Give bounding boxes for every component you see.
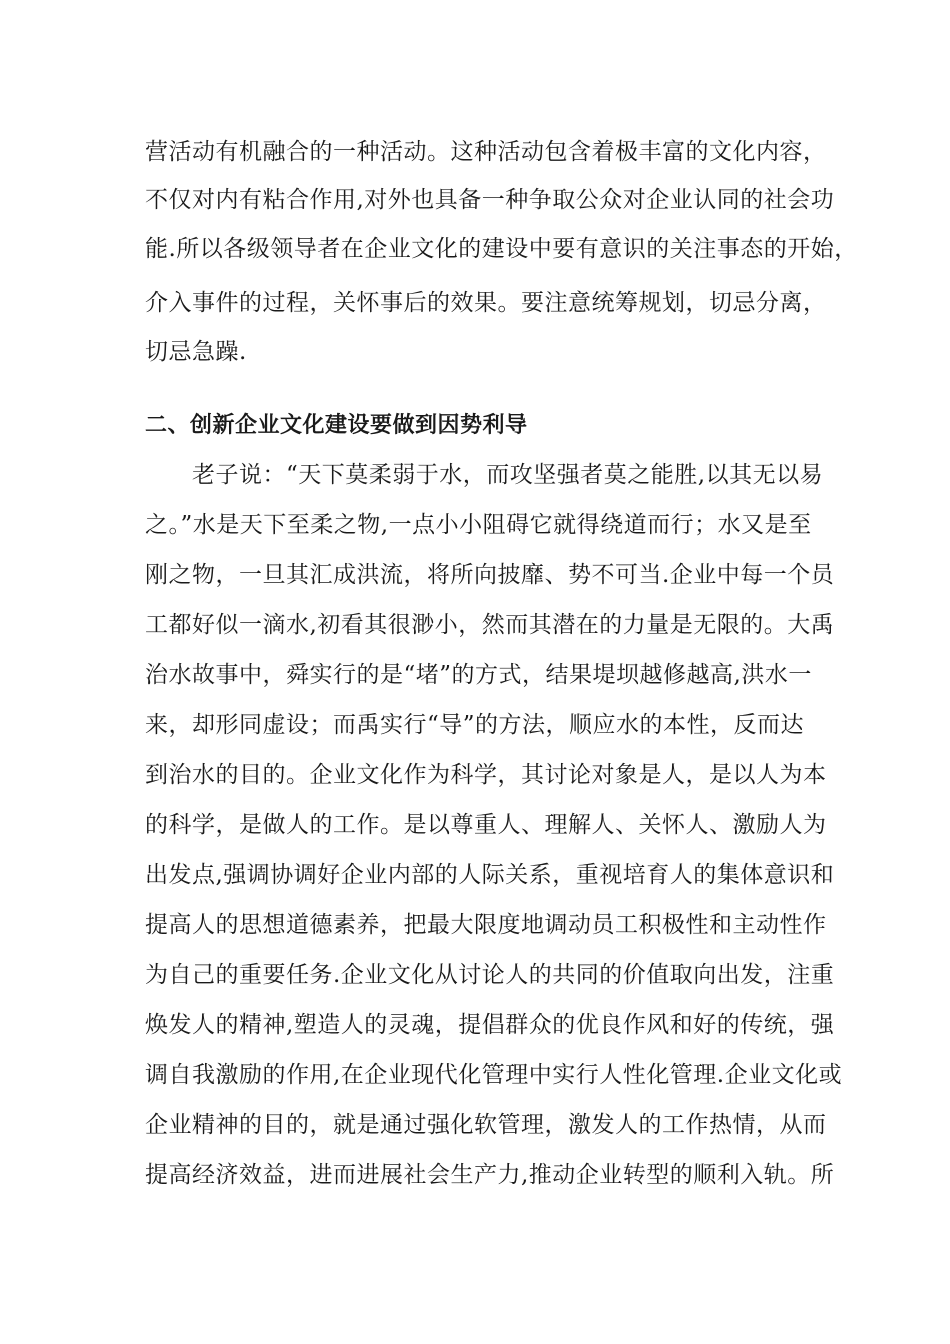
paragraph-1-line-4: 介入事件的过程，关怀事后的效果。要注意统筹规划，切忌分离， — [145, 290, 827, 316]
paragraph-2-line-1: 老子说：“天下莫柔弱于水，而攻坚强者莫之能胜,以其无以易 — [192, 462, 824, 488]
section-heading: 二、创新企业文化建设要做到因势利导 — [145, 413, 528, 438]
paragraph-2-line-14: 企业精神的目的，就是通过强化软管理，激发人的工作热情，从而 — [145, 1112, 827, 1138]
paragraph-1-line-1: 营活动有机融合的一种活动。这种活动包含着极丰富的文化内容， — [145, 139, 827, 165]
paragraph-1-line-5: 切忌急躁. — [145, 339, 247, 365]
paragraph-1-line-3: 能.所以各级领导者在企业文化的建设中要有意识的关注事态的开始， — [145, 236, 858, 262]
paragraph-2-line-10: 提高人的思想道德素养，把最大限度地调动员工积极性和主动性作 — [145, 912, 827, 938]
paragraph-1-line-2: 不仅对内有粘合作用,对外也具备一种争取公众对企业认同的社会功 — [145, 187, 835, 213]
paragraph-2-line-5: 治水故事中，舜实行的是“堵”的方式，结果堤坝越修越高,洪水一 — [145, 662, 812, 688]
paragraph-2-line-11: 为自己的重要任务.企业文化从讨论人的共同的价值取向出发，注重 — [145, 962, 835, 988]
paragraph-2-line-12: 焕发人的精神,塑造人的灵魂，提倡群众的优良作风和好的传统，强 — [145, 1012, 835, 1038]
paragraph-2-line-9: 出发点,强调协调好企业内部的人际关系，重视培育人的集体意识和 — [145, 862, 835, 888]
paragraph-2-line-3: 刚之物，一旦其汇成洪流，将所向披靡、势不可当.企业中每一个员 — [145, 562, 835, 588]
paragraph-2-line-6: 来，却形同虚设；而禹实行“导”的方法，顺应水的本性，反而达 — [145, 712, 805, 738]
paragraph-2-line-13: 调自我激励的作用,在企业现代化管理中实行人性化管理.企业文化或 — [145, 1062, 843, 1088]
paragraph-2-line-15: 提高经济效益，进而进展社会生产力,推动企业转型的顺利入轨。所 — [145, 1162, 835, 1188]
paragraph-2-line-2: 之。”水是天下至柔之物,一点小小阻碍它就得绕道而行；水又是至 — [145, 512, 812, 538]
paragraph-2-line-8: 的科学，是做人的工作。是以尊重人、理解人、关怀人、激励人为 — [145, 812, 827, 838]
paragraph-2-line-7: 到治水的目的。企业文化作为科学，其讨论对象是人，是以人为本 — [145, 762, 827, 788]
paragraph-2-line-4: 工都好似一滴水,初看其很渺小，然而其潜在的力量是无限的。大禹 — [145, 612, 835, 638]
